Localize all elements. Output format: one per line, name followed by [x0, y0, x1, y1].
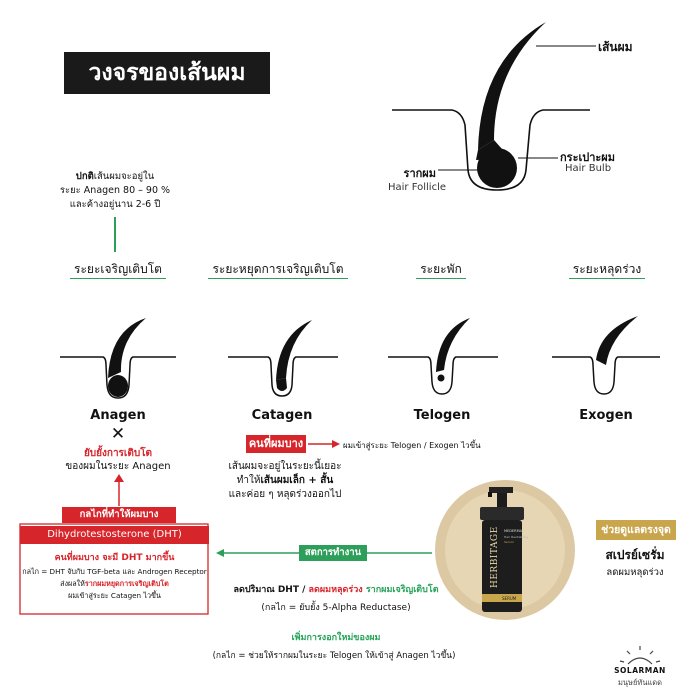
bottle-brand: HERBITAGE	[490, 526, 500, 588]
catagen-desc	[196, 460, 374, 502]
product-desc: ลดผมหลุดร่วง	[606, 567, 664, 578]
normal-note	[30, 170, 200, 212]
bottle-band-text: SERUM	[502, 596, 517, 601]
mechanism-line2: กลไก = DHT จับกับ TGF-beta และ Androgen Receptor	[22, 567, 207, 576]
catagen-desc-line3: และค่อย ๆ หลุดร่วงออกไป	[228, 489, 342, 500]
footer-brand: SOLARMAN	[614, 666, 666, 675]
thin-hair-tag: คนที่ผมบาง	[246, 435, 306, 453]
bottle-sub2: Hair Revitalizing	[504, 535, 529, 539]
exogen-hair-illustration	[552, 316, 660, 394]
action-line1-b: ลดผมหลุดร่วง	[308, 585, 363, 595]
catagen-desc-line2-pre: ทำให้	[236, 475, 261, 486]
bottle-sub3: Serum	[504, 540, 514, 544]
hair-label: เส้นผม	[598, 40, 633, 54]
mechanism-line4: ผมเข้าสู่ระยะ Catagen ไวขึ้น	[68, 591, 161, 600]
anagen-inhibit-rest: ของผมในระยะ Anagen	[65, 461, 171, 472]
phase-name-anagen: Anagen	[90, 408, 146, 423]
mechanism-line1: คนที่ผมบาง จะมี DHT มากขึ้น	[54, 553, 175, 563]
phase-label-anagen: ระยะเจริญเติบโต	[38, 260, 198, 279]
root-label-en: Hair Follicle	[388, 182, 446, 193]
hair-shaft	[478, 22, 546, 150]
action-line3: เพิ่มการงอกใหม่ของผม	[291, 633, 381, 643]
phase-label-catagen: ระยะหยุดการเจริญเติบโต	[198, 260, 358, 279]
normal-note-line2: ระยะ Anagen 80 – 90 %	[59, 185, 171, 196]
cross-icon: ✕	[110, 424, 126, 444]
phase-label-exogen: ระยะหลุดร่วง	[527, 260, 687, 279]
root-label: รากผม	[403, 167, 436, 180]
phase-name-exogen: Exogen	[579, 408, 633, 423]
catagen-desc-line2-bold: เส้นผมเล็ก + สั้น	[260, 475, 334, 486]
phase-label-telogen: ระยะพัก	[361, 260, 521, 279]
mechanism-line3-red: รากผมหยุดการเจริญเติบโต	[84, 579, 169, 588]
catagen-arrow-note: ผมเข้าสู่ระยะ Telogen / Exogen ไวขึ้น	[343, 441, 481, 450]
action-line1	[212, 582, 460, 596]
anagen-hair-illustration	[60, 318, 176, 398]
mechanism-header: Dihydrotestosterone (DHT)	[20, 526, 209, 544]
action-line1-c: รากผมเจริญเติบโต	[365, 585, 439, 595]
bulb-label: กระเปาะผม	[560, 151, 615, 164]
phase-name-catagen: Catagen	[251, 408, 313, 423]
action-line4: (กลไก = ช่วยให้รากผมในระยะ Telogen ให้เข้าสู่ Anagen ไวขึ้น)	[212, 651, 456, 661]
mechanism-details	[20, 566, 209, 602]
normal-note-line1: เส้นผมจะอยู่ใน	[93, 171, 155, 182]
action-line2: (กลไก = ยับยั้ง 5-Alpha Reductase)	[261, 603, 411, 613]
solarman-logo-icon	[620, 646, 660, 664]
action-tag: สตการทำงาน	[299, 545, 367, 561]
footer-tagline: มนุษย์ทันแดด	[617, 678, 663, 687]
telogen-hair-illustration	[388, 318, 498, 394]
catagen-desc-line1: เส้นผมจะอยู่ในระยะนี้เยอะ	[228, 461, 342, 472]
mechanism-tag: กลไกที่ทำให้ผมบาง	[62, 507, 176, 523]
bulb-label-en: Hair Bulb	[565, 163, 612, 174]
product-name: สเปรย์เซรั่ม	[605, 548, 665, 562]
normal-note-line3: และค้างอยู่นาน 2-6 ปี	[69, 199, 161, 210]
phase-name-telogen: Telogen	[413, 408, 471, 423]
anagen-inhibit: ยับยั้งการเติบโต	[83, 448, 153, 459]
mechanism-line3-pre: ส่งผลให้	[60, 579, 85, 588]
product-tag: ช่วยดูแลตรงจุด	[596, 520, 676, 540]
bottle-sub1: MEDERMA	[504, 529, 522, 533]
normal-note-bold: ปกติ	[75, 171, 94, 182]
action-line1-a: ลดปริมาณ DHT /	[233, 585, 306, 595]
page-title: วงจรของเส้นผม	[64, 52, 270, 94]
catagen-hair-illustration	[228, 320, 338, 396]
